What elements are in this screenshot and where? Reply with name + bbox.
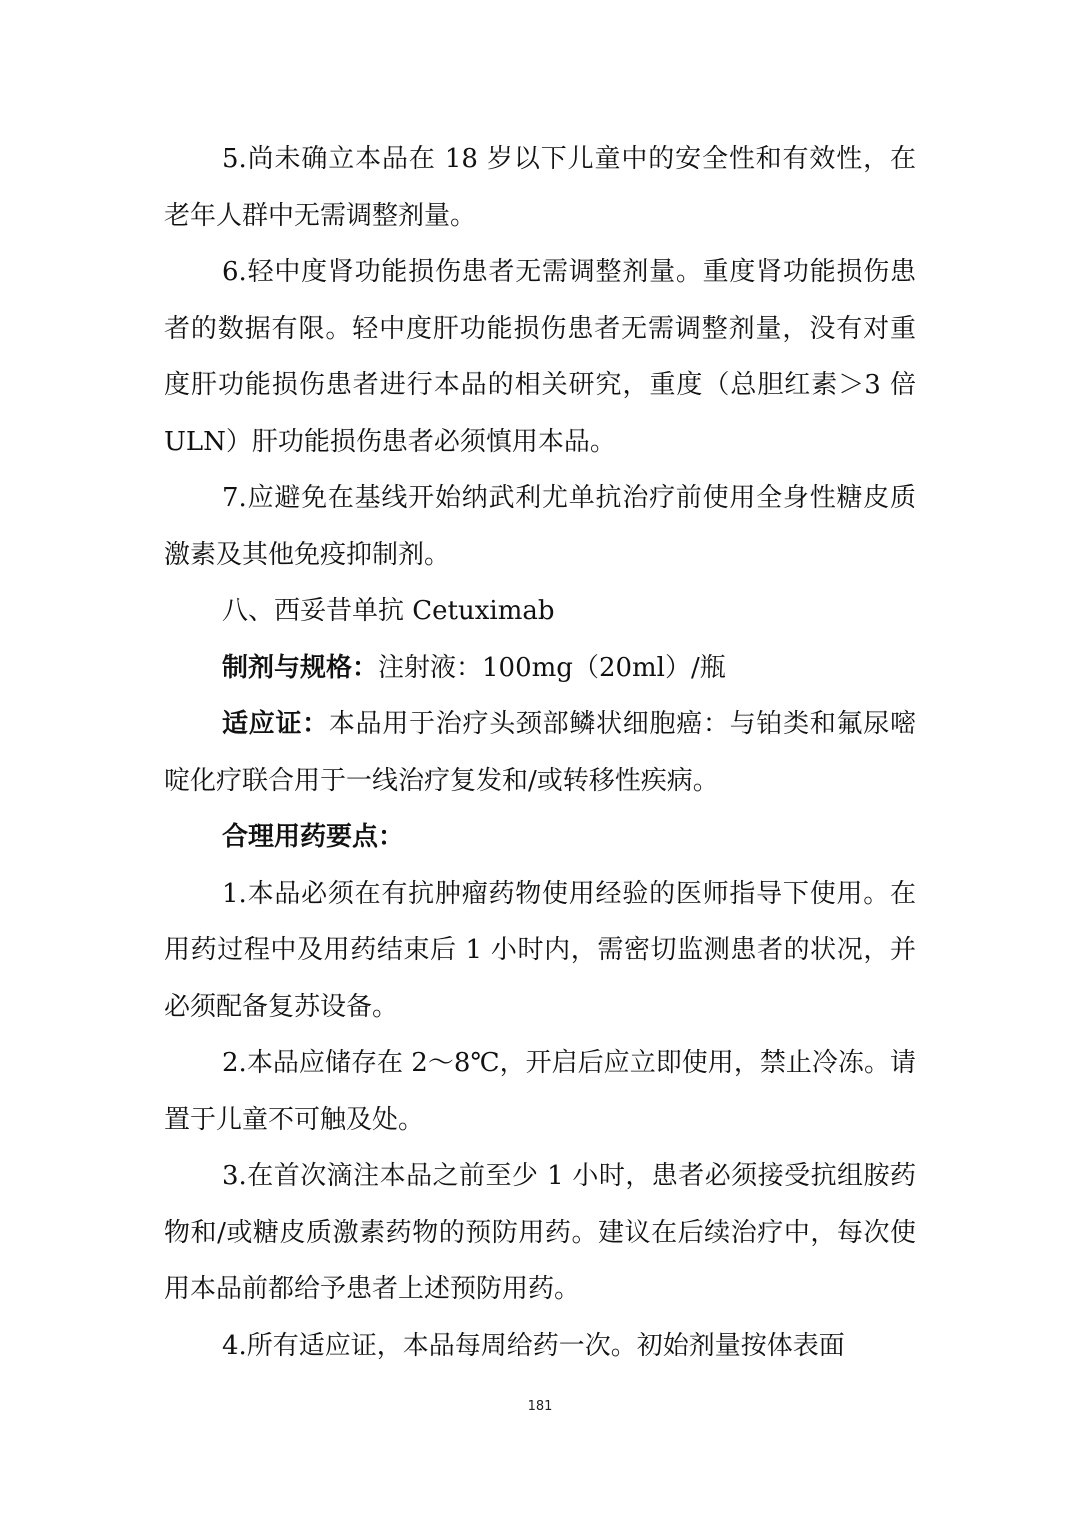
usage-point-3 xyxy=(164,1148,916,1318)
paragraph-text: 4.所有适应证，本品每周给药一次。初始剂量按体表面 xyxy=(222,1330,845,1361)
usage-points-heading xyxy=(164,809,916,866)
indication-label: 适应证： xyxy=(222,709,329,739)
usage-point-2 xyxy=(164,1035,916,1148)
section-heading-text: 八、西妥昔单抗 Cetuximab xyxy=(222,596,555,626)
indication-text: 本品用于治疗头颈部鳞状细胞癌：与铂类和氟尿嘧啶化疗联合用于一线治疗复发和/或转移性疾病。 xyxy=(164,709,916,796)
usage-points-label: 合理用药要点： xyxy=(222,822,405,852)
paragraph-text: 3.在首次滴注本品之前至少 1 小时，患者必须接受抗组胺药物和/或糖皮质激素药物的预防用药。建议在后续治疗中，每次使用本品前都给予患者上述预防用药。 xyxy=(164,1161,916,1304)
usage-point-1 xyxy=(164,866,916,1036)
paragraph-text: 1.本品必须在有抗肿瘤药物使用经验的医师指导下使用。在用药过程中及用药结束后 1 小时内，需密切监测患者的状况，并必须配备复苏设备。 xyxy=(164,878,916,1022)
formulation-label: 制剂与规格： xyxy=(222,652,379,683)
paragraph-text: 6.轻中度肾功能损伤患者无需调整剂量。重度肾功能损伤患者的数据有限。轻中度肝功能损伤患者无需调整剂量，没有对重度肝功能损伤患者进行本品的相关研究，重度（总胆红素＞3 倍 ULN）肝功能损伤患者必须慎用本品。 xyxy=(164,257,916,457)
formulation-spec xyxy=(164,640,916,697)
paragraph-item-5 xyxy=(164,131,916,244)
usage-point-4 xyxy=(164,1318,916,1375)
page-number: 181 xyxy=(527,1399,553,1414)
indication xyxy=(164,696,916,809)
section-heading xyxy=(164,583,916,640)
paragraph-text: 2.本品应储存在 2～8℃，开启后应立即使用，禁止冷冻。请置于儿童不可触及处。 xyxy=(164,1048,916,1135)
paragraph-item-6 xyxy=(164,244,916,470)
paragraph-text: 5.尚未确立本品在 18 岁以下儿童中的安全性和有效性，在老年人群中无需调整剂量。 xyxy=(164,144,916,231)
body-text xyxy=(164,131,916,1374)
formulation-text: 注射液：100mg（20ml）/瓶 xyxy=(378,652,726,683)
paragraph-text: 7.应避免在基线开始纳武利尤单抗治疗前使用全身性糖皮质激素及其他免疫抑制剂。 xyxy=(164,483,916,570)
paragraph-item-7 xyxy=(164,470,916,583)
